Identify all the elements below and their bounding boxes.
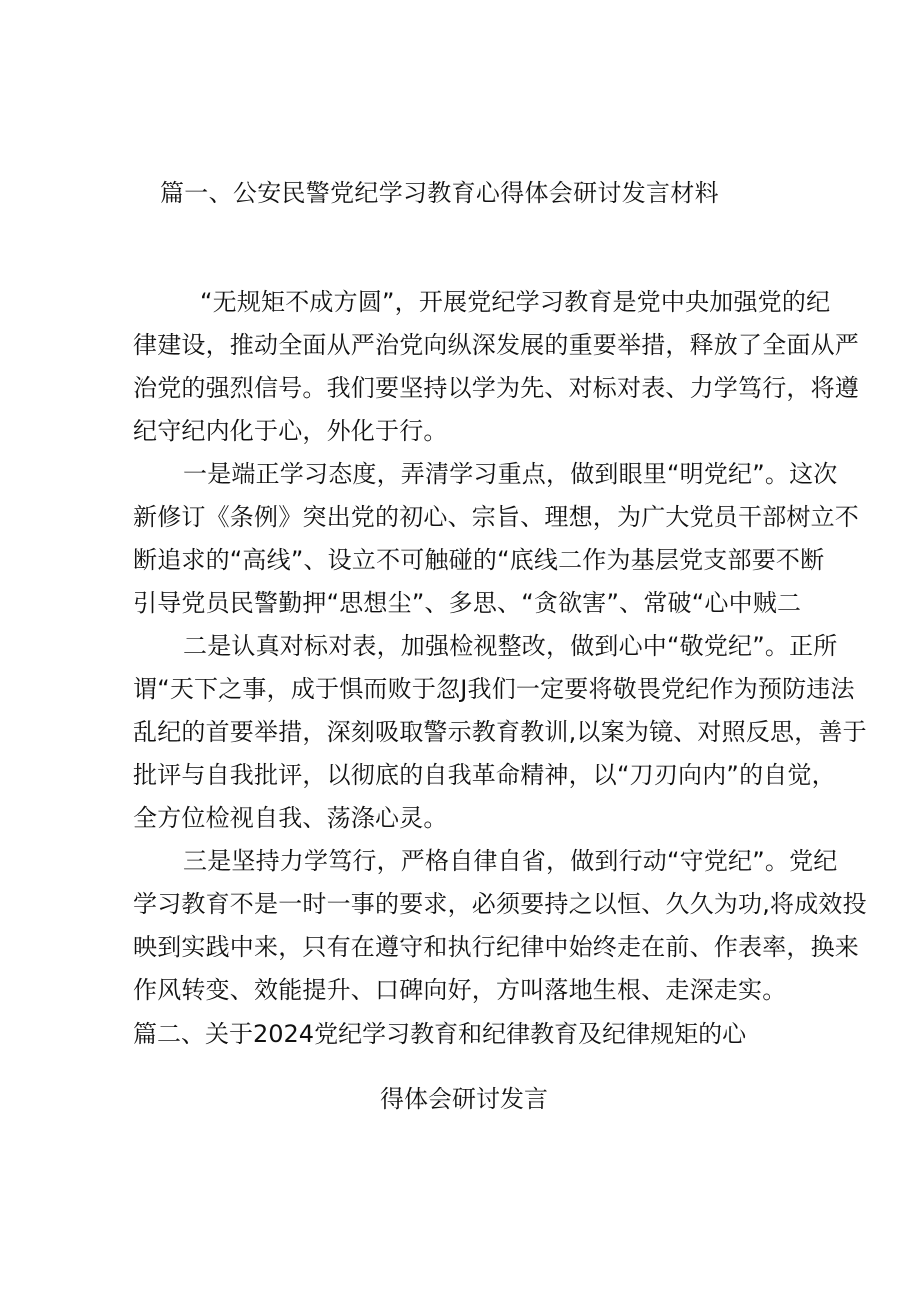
paragraph-line: 纪守纪内化于心，外化于行。 [133,417,448,445]
paragraph-line: 映到实践中来，只有在遵守和执行纪律中始终走在前、作表率，换来 [133,933,859,961]
paragraph-line: 断追求的“高线”、设立不可触碰的“底线二作为基层党支部要不断 [133,546,825,574]
paragraph-line: 治党的强烈信号。我们要坚持以学为先、对标对表、力学笃行，将遵 [133,374,859,402]
title-2-line-2: 得体会研讨发言 [380,1085,548,1113]
paragraph-line: 引导党员民警勤押“思想尘”、多思、“贪欲害”、常破“心中贼二 [133,589,802,617]
paragraph-line: 新修订《条例》突出党的初心、宗旨、理想，为广大党员干部树立不 [133,503,859,531]
paragraph-line: 批评与自我批评，以彻底的自我革命精神，以“刀刃向内”的自觉， [133,761,836,789]
paragraph-line: 律建设，推动全面从严治党向纵深发展的重要举措，释放了全面从严 [133,331,859,359]
paragraph-line: 二是认真对标对表，加强检视整改，做到心中“敬党纪”。正所 [183,632,838,660]
paragraph-line: “无规矩不成方圆”，开展党纪学习教育是党中央加强党的纪 [200,288,831,316]
paragraph-line: 作风转变、效能提升、口碑向好，方叫落地生根、走深走实。 [133,976,787,1004]
title-2-line-1: 篇二、关于2024党纪学习教育和纪律教育及纪律规矩的心 [133,1020,747,1048]
paragraph-line: 乱纪的首要举措，深刻吸取警示教育教训,以案为镜、对照反思，善于 [133,718,867,746]
paragraph-line: 一是端正学习态度，弄清学习重点，做到眼里“明党纪”。这次 [183,460,838,488]
paragraph-line: 三是坚持力学笃行，严格自律自省，做到行动“守党纪”。党纪 [183,847,838,875]
paragraph-line: 学习教育不是一时一事的要求，必须要持之以恒、久久为功,将成效投 [133,890,867,918]
paragraph-line: 全方位检视自我、荡涤心灵。 [133,804,448,832]
paragraph-line: 谓“天下之事，成于惧而败于忽J我们一定要将敬畏党纪作为预防违法 [133,675,855,703]
title-1: 篇一、公安民警党纪学习教育心得体会研讨发言材料 [160,179,719,207]
